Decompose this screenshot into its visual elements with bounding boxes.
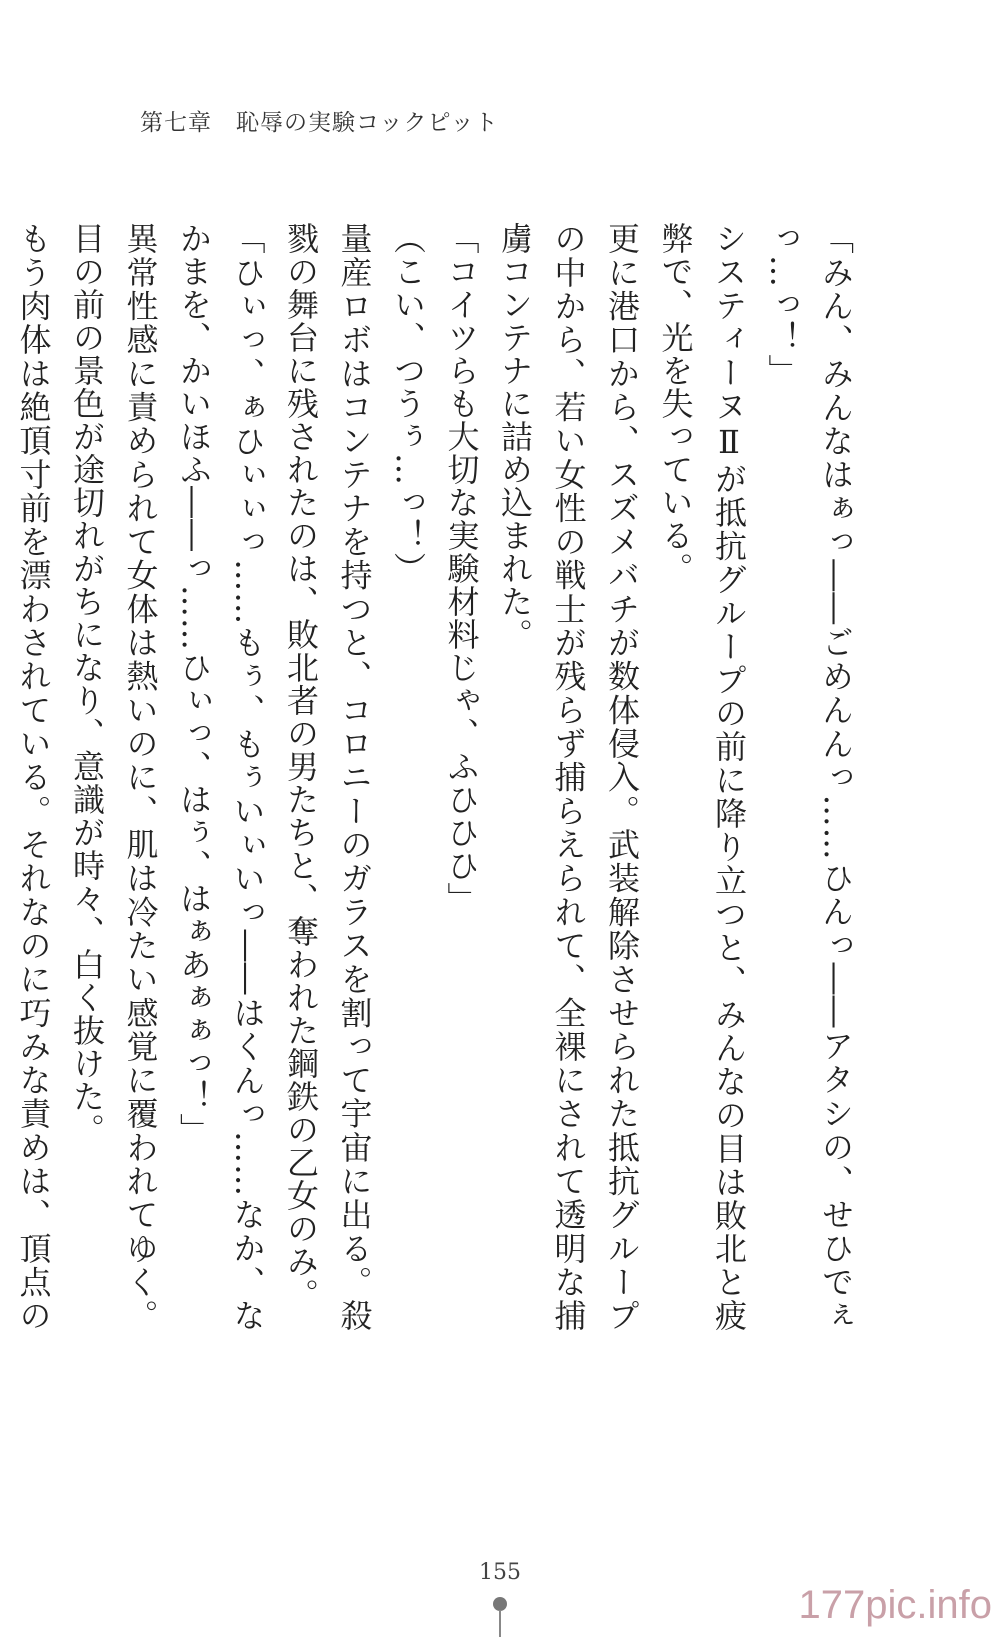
paragraph: 「コイツらも大切な実験材料じゃ、ふひひひ」 — [442, 222, 481, 915]
watermark: 177pic.info — [798, 1583, 992, 1627]
body-text — [14, 222, 862, 1332]
page-number: 155 — [479, 1560, 521, 1585]
paragraph: 「ひぃっ、ぁひぃぃっ……もぅ、もぅいぃいっ――はくんっ……なか、なかまを、かいほふ――っ……ひぃっ、はぅ、はぁあぁぁっ！」 — [175, 222, 267, 1332]
paragraph: システィーヌⅡが抵抗グループの前に降り立つと、みんなの目は敗北と疲弊で、光を失っている。 — [656, 222, 748, 1332]
page-marker-dot — [493, 1597, 507, 1611]
paragraph: 量産ロボはコンテナを持つと、コロニーのガラスを割って宇宙に出る。殺戮の舞台に残されたのは、敗北者の男たちと、奪われた鋼鉄の乙女のみ。 — [282, 222, 374, 1332]
running-header-title: 第七章 恥辱の実験コックピット — [140, 110, 499, 136]
paragraph: 異常性感に責められて女体は熱いのに、肌は冷たい感覚に覆われてゆく。目の前の景色が途切れがちになり、意識が時々、白く抜けた。 — [68, 222, 160, 1332]
paragraph: もう肉体は絶頂寸前を漂わされている。それなのに巧みな責めは、頂点の — [14, 222, 53, 1332]
paragraph: （こい、つうぅ…っ！） — [389, 222, 427, 585]
paragraph: 更に港口から、スズメバチが数体侵入。武装解除させられた抵抗グループの中から、若い女性の戦士が残らず捕らえられて、全裸にされて透明な捕虜コンテナに詰め込まれた。 — [496, 222, 641, 1332]
paragraph: 「みん、みんなはぁっ――ごめんんっ……ひんっ――アタシの、せひでぇっ…っ！」 — [763, 222, 855, 1332]
page-marker-line — [499, 1610, 501, 1637]
